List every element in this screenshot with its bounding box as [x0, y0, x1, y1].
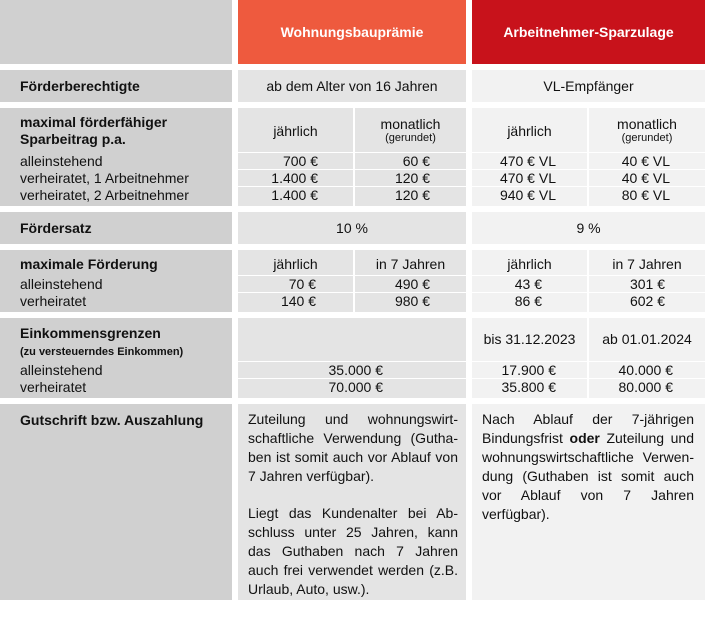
foerderberechtigte-arbeitnehmer: VL-Empfänger [543, 78, 634, 94]
gutschrift-arbeitnehmer-paragraph: Nach Ablauf der 7-jährigen Bindungsfrist oder Zuteilung und wohnungswirtschaftliche Verwendung (Guthaben ist somit auch vor Ablauf von 7 Jahren verfügbar). [482, 411, 695, 522]
gutschrift-label-cell [0, 404, 232, 600]
foerdersatz-arbeitnehmer: 9 % [576, 220, 601, 236]
max-foerderung-a-col2-header: in 7 Jahren [612, 256, 682, 272]
foerdersatz-wohnung: 10 % [336, 220, 368, 236]
max-foerderung-row-a1: 86 € [514, 293, 542, 309]
einkommen-a-col1-header: bis 31.12.2023 [483, 331, 576, 347]
sparbeitrag-row-a1: 940 € VL [499, 187, 556, 203]
sparbeitrag-row-label: verheiratet, 1 Arbeitnehmer [20, 170, 189, 186]
einkommen-row-a1: 35.800 € [501, 379, 556, 395]
max-foerderung-w-col2-header: in 7 Jahren [375, 256, 446, 272]
sparbeitrag-row-a2: 40 € VL [621, 153, 670, 169]
sparbeitrag-row-w2: 60 € [402, 153, 430, 169]
einkommen-label: Einkommensgrenzen [20, 325, 161, 341]
header-label-cell [0, 0, 232, 64]
gutschrift-arbeitnehmer-text [482, 410, 694, 542]
sparbeitrag-row-w2: 120 € [394, 170, 430, 186]
einkommen-a-col2-header: ab 01.01.2024 [602, 331, 692, 347]
header-arbeitnehmer-sparzulage: Arbeitnehmer-Sparzulage [472, 0, 705, 64]
max-foerderung-row-a2: 301 € [629, 276, 665, 292]
max-foerderung-row-label: verheiratet [20, 293, 87, 309]
einkommen-row-a2: 80.000 € [618, 379, 673, 395]
einkommen-row-w: 70.000 € [328, 379, 383, 395]
gutschrift-label: Gutschrift bzw. Auszahlung [20, 412, 204, 428]
sparbeitrag-row-a2: 40 € VL [621, 170, 670, 186]
einkommen-row-a1: 17.900 € [501, 362, 556, 378]
max-foerderung-row-w1: 140 € [280, 293, 316, 309]
einkommen-row-label: verheiratet [20, 379, 87, 395]
foerderberechtigte-label: Förderberechtigte [20, 78, 140, 94]
sparbeitrag-row-label: alleinstehend [20, 153, 103, 169]
header-wohnungsbaupraemie: Wohnungsbauprämie [238, 0, 466, 64]
foerderberechtigte-wohnung: ab dem Alter von 16 Jahren [266, 78, 438, 94]
gutschrift-wohnung-paragraph-2: Liegt das Kundenalter bei Abschluss unter 25 Jahren, kann das Guthaben nach 7 Jahren auch frei verwendet werden (z.B. Urlaub, Auto, usw.). [248, 505, 458, 597]
gutschrift-wohnung-paragraph-1: Zuteilung und wohnungswirtschaftliche Verwendung (Guthaben ist somit auch vor Ablauf von 7 Jahren verfügbar). [248, 411, 458, 484]
einkommen-row-w: 35.000 € [328, 362, 383, 378]
max-foerderung-row-a2: 602 € [629, 293, 665, 309]
max-foerderung-row-a1: 43 € [514, 276, 542, 292]
sparbeitrag-row-w1: 1.400 € [271, 170, 318, 186]
max-foerderung-row-w1: 70 € [288, 276, 316, 292]
max-foerderung-row-w2: 980 € [394, 293, 430, 309]
max-foerderung-a-col1-header: jährlich [507, 256, 552, 272]
sparbeitrag-row-w2: 120 € [394, 187, 430, 203]
sparbeitrag-row-a1: 470 € VL [499, 153, 556, 169]
foerdersatz-label: Fördersatz [20, 220, 92, 236]
sparbeitrag-w-col2-header: monatlich [380, 116, 441, 132]
einkommen-row-a2: 40.000 € [618, 362, 673, 378]
einkommen-sublabel: (zu versteuerndes Einkommen) [20, 346, 184, 358]
sparbeitrag-a-col1-header: jährlich [507, 123, 552, 139]
sparbeitrag-label-line1: maximal förderfähiger [20, 114, 168, 130]
einkommen-row-label: alleinstehend [20, 362, 103, 378]
sparbeitrag-label-line2: Sparbeitrag p.a. [20, 131, 126, 147]
sparbeitrag-row-a1: 470 € VL [499, 170, 556, 186]
sparbeitrag-w-col2-subheader: (gerundet) [385, 132, 436, 144]
sparbeitrag-a-col2-header: monatlich [617, 116, 677, 132]
sparbeitrag-w-col1-header: jährlich [273, 123, 318, 139]
gutschrift-wohnung-text [248, 410, 458, 617]
sparbeitrag-row-w1: 700 € [282, 153, 318, 169]
max-foerderung-row-label: alleinstehend [20, 276, 103, 292]
sparbeitrag-row-w1: 1.400 € [271, 187, 318, 203]
max-foerderung-w-col1-header: jährlich [273, 256, 318, 272]
sparbeitrag-a-col2-subheader: (gerundet) [621, 132, 673, 144]
sparbeitrag-row-a2: 80 € VL [621, 187, 670, 203]
max-foerderung-row-w2: 490 € [394, 276, 430, 292]
max-foerderung-label: maximale Förderung [20, 256, 158, 272]
sparbeitrag-row-label: verheiratet, 2 Arbeitnehmer [20, 187, 189, 203]
